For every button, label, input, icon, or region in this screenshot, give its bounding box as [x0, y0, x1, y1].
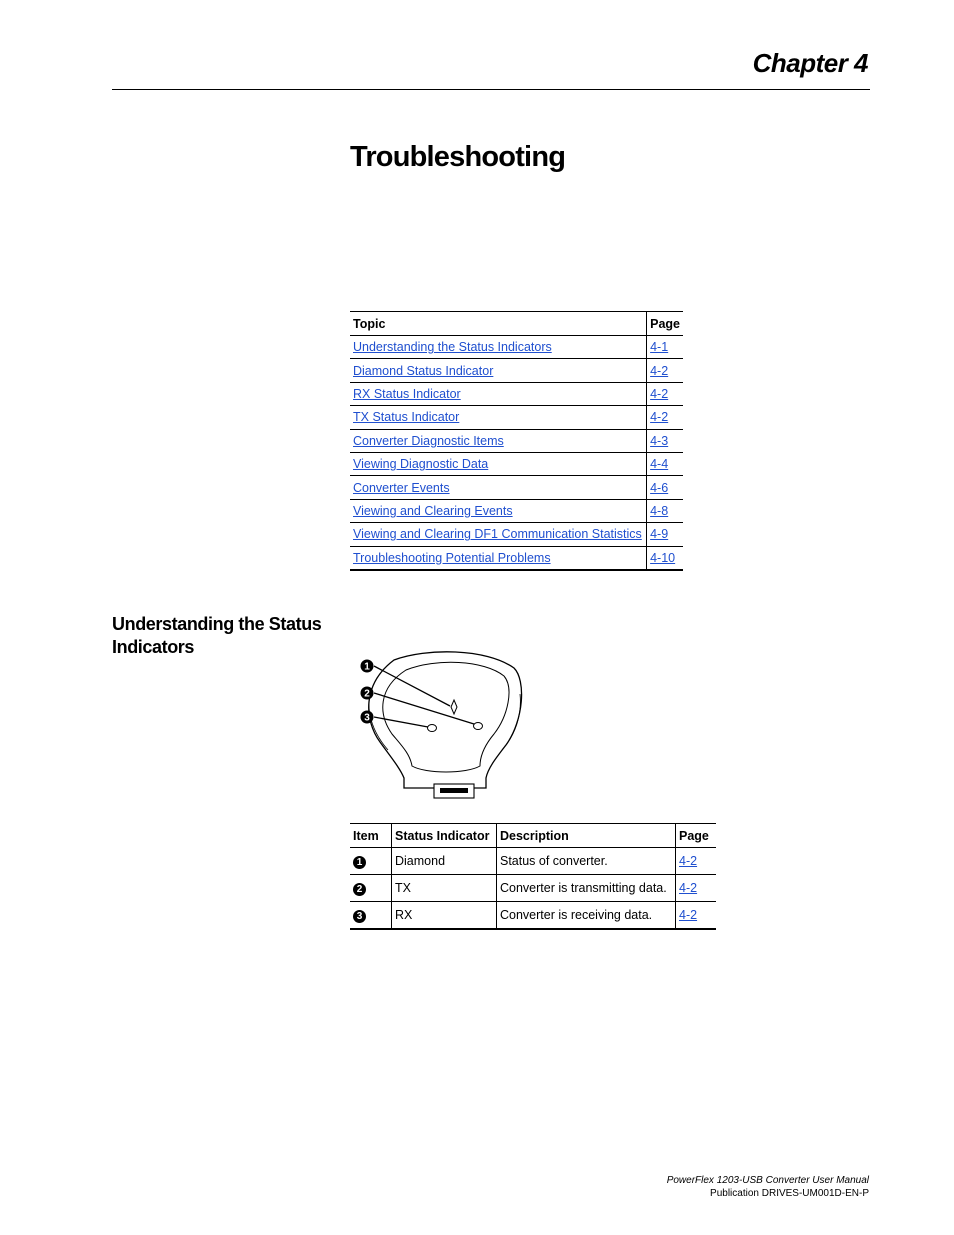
page-column-header: Page [676, 824, 717, 848]
status-indicator-table [350, 823, 716, 930]
page-link[interactable]: 4-2 [650, 410, 669, 425]
table-row [350, 452, 683, 475]
page-link[interactable]: 4-10 [650, 550, 676, 565]
topic-link[interactable]: TX Status Indicator [353, 410, 460, 425]
item-column-header: Item [353, 828, 379, 843]
topic-table [350, 311, 683, 571]
topic-link[interactable]: Viewing and Clearing DF1 Communication Statistics [353, 527, 642, 542]
topic-link[interactable]: Diamond Status Indicator [353, 363, 494, 378]
indicator-cell: RX [392, 902, 497, 930]
indicator-column-header: Status Indicator [392, 824, 497, 848]
topic-link[interactable]: Understanding the Status Indicators [353, 340, 552, 355]
section-heading: Understanding the Status Indicators [112, 614, 322, 657]
description-cell: Converter is receiving data. [497, 902, 676, 930]
page-link[interactable]: 4-3 [650, 433, 669, 448]
page-link[interactable]: 4-2 [650, 386, 669, 401]
page-column-header: Page [647, 312, 683, 336]
table-row [350, 406, 683, 429]
svg-text:3: 3 [364, 712, 370, 724]
topic-column-header: Topic [353, 316, 386, 331]
converter-illustration [356, 650, 526, 806]
page-link[interactable]: 4-2 [679, 854, 698, 868]
table-row [350, 382, 683, 405]
indicator-cell: TX [392, 875, 497, 902]
page-link[interactable]: 4-2 [650, 363, 669, 378]
page-link[interactable]: 4-4 [650, 457, 669, 472]
callout-1 [361, 660, 374, 673]
header-rule [112, 89, 870, 90]
table-row [350, 476, 683, 499]
description-column-header: Description [497, 824, 676, 848]
svg-text:1: 1 [364, 661, 370, 673]
topic-link[interactable]: RX Status Indicator [353, 386, 461, 401]
table-row [350, 546, 683, 570]
page-link[interactable]: 4-8 [650, 503, 669, 518]
callout-2 [361, 687, 374, 700]
table-row [350, 875, 716, 902]
table-row [350, 359, 683, 382]
topic-link[interactable]: Viewing Diagnostic Data [353, 457, 489, 472]
item-number-badge: 3 [353, 910, 366, 923]
topic-link[interactable]: Converter Events [353, 480, 450, 495]
table-row [350, 429, 683, 452]
table-row [350, 499, 683, 522]
item-number-badge: 2 [353, 883, 366, 896]
table-row [350, 523, 683, 546]
page-link[interactable]: 4-6 [650, 480, 669, 495]
manual-title: PowerFlex 1203-USB Converter User Manual [666, 1175, 869, 1186]
page-link[interactable]: 4-1 [650, 340, 669, 355]
topic-link[interactable]: Viewing and Clearing Events [353, 503, 513, 518]
description-cell: Converter is transmitting data. [497, 875, 676, 902]
page-link[interactable]: 4-2 [679, 908, 698, 922]
page-footer [667, 1174, 869, 1200]
page-link[interactable]: 4-2 [679, 881, 698, 895]
status-table-header [350, 824, 716, 848]
item-number-badge: 1 [353, 856, 366, 869]
page-link[interactable]: 4-9 [650, 527, 669, 542]
callout-3 [361, 711, 374, 724]
svg-text:2: 2 [364, 688, 370, 700]
page-title: Troubleshooting [350, 141, 566, 173]
topic-link[interactable]: Troubleshooting Potential Problems [353, 550, 551, 565]
indicator-cell: Diamond [392, 848, 497, 875]
publication-number: Publication DRIVES-UM001D-EN-P [710, 1188, 869, 1199]
topic-link[interactable]: Converter Diagnostic Items [353, 433, 504, 448]
description-cell: Status of converter. [497, 848, 676, 875]
chapter-label: Chapter 4 [752, 48, 868, 78]
table-row [350, 848, 716, 875]
topic-table-header [350, 312, 683, 336]
table-row [350, 336, 683, 359]
table-row [350, 902, 716, 930]
